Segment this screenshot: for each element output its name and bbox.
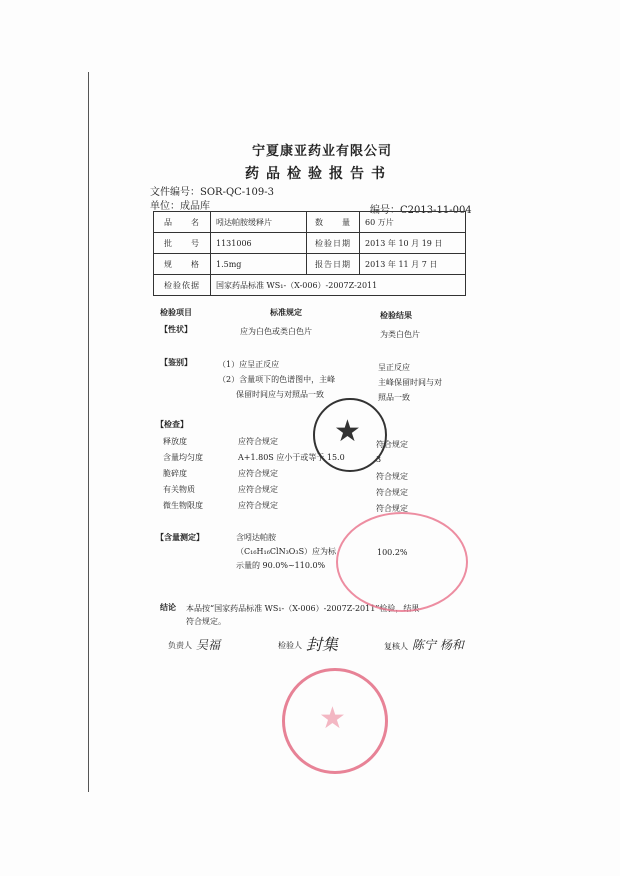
- scan-edge-line: [88, 72, 89, 792]
- result-text: 为类白色片: [380, 330, 420, 339]
- inspection-standard: A+1.80S 应小于或等于 15.0: [238, 453, 345, 462]
- value-cell: 2013 年 10 月 19 日: [360, 233, 466, 254]
- inspection-name: 脆碎度: [163, 469, 187, 478]
- standard-text: （C₁₆H₁₆ClN₃O₃S）应为标: [236, 547, 337, 556]
- table-row: [154, 212, 466, 233]
- section-label: 【检查】: [156, 419, 188, 429]
- inspector-signature: 封集: [306, 635, 339, 654]
- inspection-standard: 应符合规定: [238, 437, 278, 446]
- inspection-result: 符合规定: [376, 488, 408, 497]
- table-row: [154, 275, 466, 296]
- inspection-standard: 应符合规定: [238, 485, 278, 494]
- label-cell: 规 格: [154, 254, 211, 275]
- info-table: [153, 211, 466, 296]
- inspection-standard: 应符合规定: [238, 501, 278, 510]
- inspection-result: 符合规定: [376, 440, 408, 449]
- result-text: 照品一致: [378, 393, 410, 402]
- table-row: [154, 233, 466, 254]
- label-cell: 品 名: [154, 212, 211, 233]
- section-label: 【鉴别】: [160, 357, 192, 367]
- standard-text: （1）应呈正反应: [218, 360, 280, 369]
- inspection-name: 释放度: [163, 437, 187, 446]
- inspector-label: 检验人: [278, 641, 302, 650]
- value-cell: 1.5mg: [211, 254, 307, 275]
- inspection-result: 3: [376, 455, 382, 464]
- header-standard: 标准规定: [270, 307, 302, 317]
- result-text: 主峰保留时间与对: [378, 378, 442, 387]
- result-text: 呈正反应: [378, 363, 410, 372]
- responsible-signature: 吴福: [196, 638, 221, 652]
- inspection-result: 符合规定: [376, 472, 408, 481]
- standard-text: 保留时间应与对照品一致: [236, 390, 324, 399]
- header-result: 检验结果: [380, 310, 412, 320]
- value-cell: 吲达帕胺缓释片: [211, 212, 307, 233]
- value-cell: 2013 年 11 月 7 日: [360, 254, 466, 275]
- inspection-standard: 应符合规定: [238, 469, 278, 478]
- standard-text: 含吲达帕胺: [236, 533, 276, 542]
- label-cell: 报告日期: [307, 254, 360, 275]
- reviewer-label: 复核人: [384, 642, 408, 651]
- file-number: 文件编号：SOR-QC-109-3: [150, 187, 275, 198]
- standard-text: （2）含量项下的色谱图中，主峰: [218, 375, 336, 384]
- header-item: 检验项目: [160, 307, 192, 317]
- value-cell: 国家药品标准 WS₁-（X-006）-2007Z-2011: [211, 275, 466, 296]
- label-cell: 批 号: [154, 233, 211, 254]
- black-company-seal: [313, 398, 387, 472]
- responsible-label: 负责人: [168, 641, 192, 650]
- inspection-name: 微生物限度: [163, 501, 203, 510]
- inspection-result: 符合规定: [376, 504, 408, 513]
- inspection-name: 含量均匀度: [163, 453, 203, 462]
- result-text: 100.2%: [377, 548, 408, 557]
- inspection-name: 有关物质: [163, 485, 195, 494]
- label-cell: 数 量: [307, 212, 360, 233]
- conclusion-text: 符合规定。: [186, 617, 226, 626]
- company-name: 宁夏康亚药业有限公司: [252, 144, 393, 159]
- section-label: 【含量测定】: [156, 532, 204, 542]
- standard-text: 应为白色或类白色片: [240, 327, 312, 336]
- standard-text: 示量的 90.0%~110.0%: [236, 561, 326, 570]
- document-title: 药品检验报告书: [245, 166, 392, 182]
- conclusion-label: 结论: [160, 602, 176, 612]
- value-cell: 1131006: [211, 233, 307, 254]
- section-label: 【性状】: [160, 324, 192, 334]
- report-number: 编号：C2013-11-004: [370, 205, 472, 216]
- unit: 单位：成品库: [150, 201, 210, 212]
- red-seal: [336, 512, 468, 612]
- star-icon: ★: [334, 414, 361, 449]
- value-cell: 60 万片: [360, 212, 466, 233]
- star-icon: ★: [319, 701, 346, 736]
- reviewer-signature: 陈宁 杨和: [412, 638, 464, 652]
- red-company-seal: [282, 668, 388, 774]
- conclusion-text: 本品按“国家药品标准 WS₁-（X-006）-2007Z-2011”检验，结果: [186, 604, 420, 613]
- label-cell: 检验依据: [154, 275, 211, 296]
- table-row: [154, 254, 466, 275]
- label-cell: 检验日期: [307, 233, 360, 254]
